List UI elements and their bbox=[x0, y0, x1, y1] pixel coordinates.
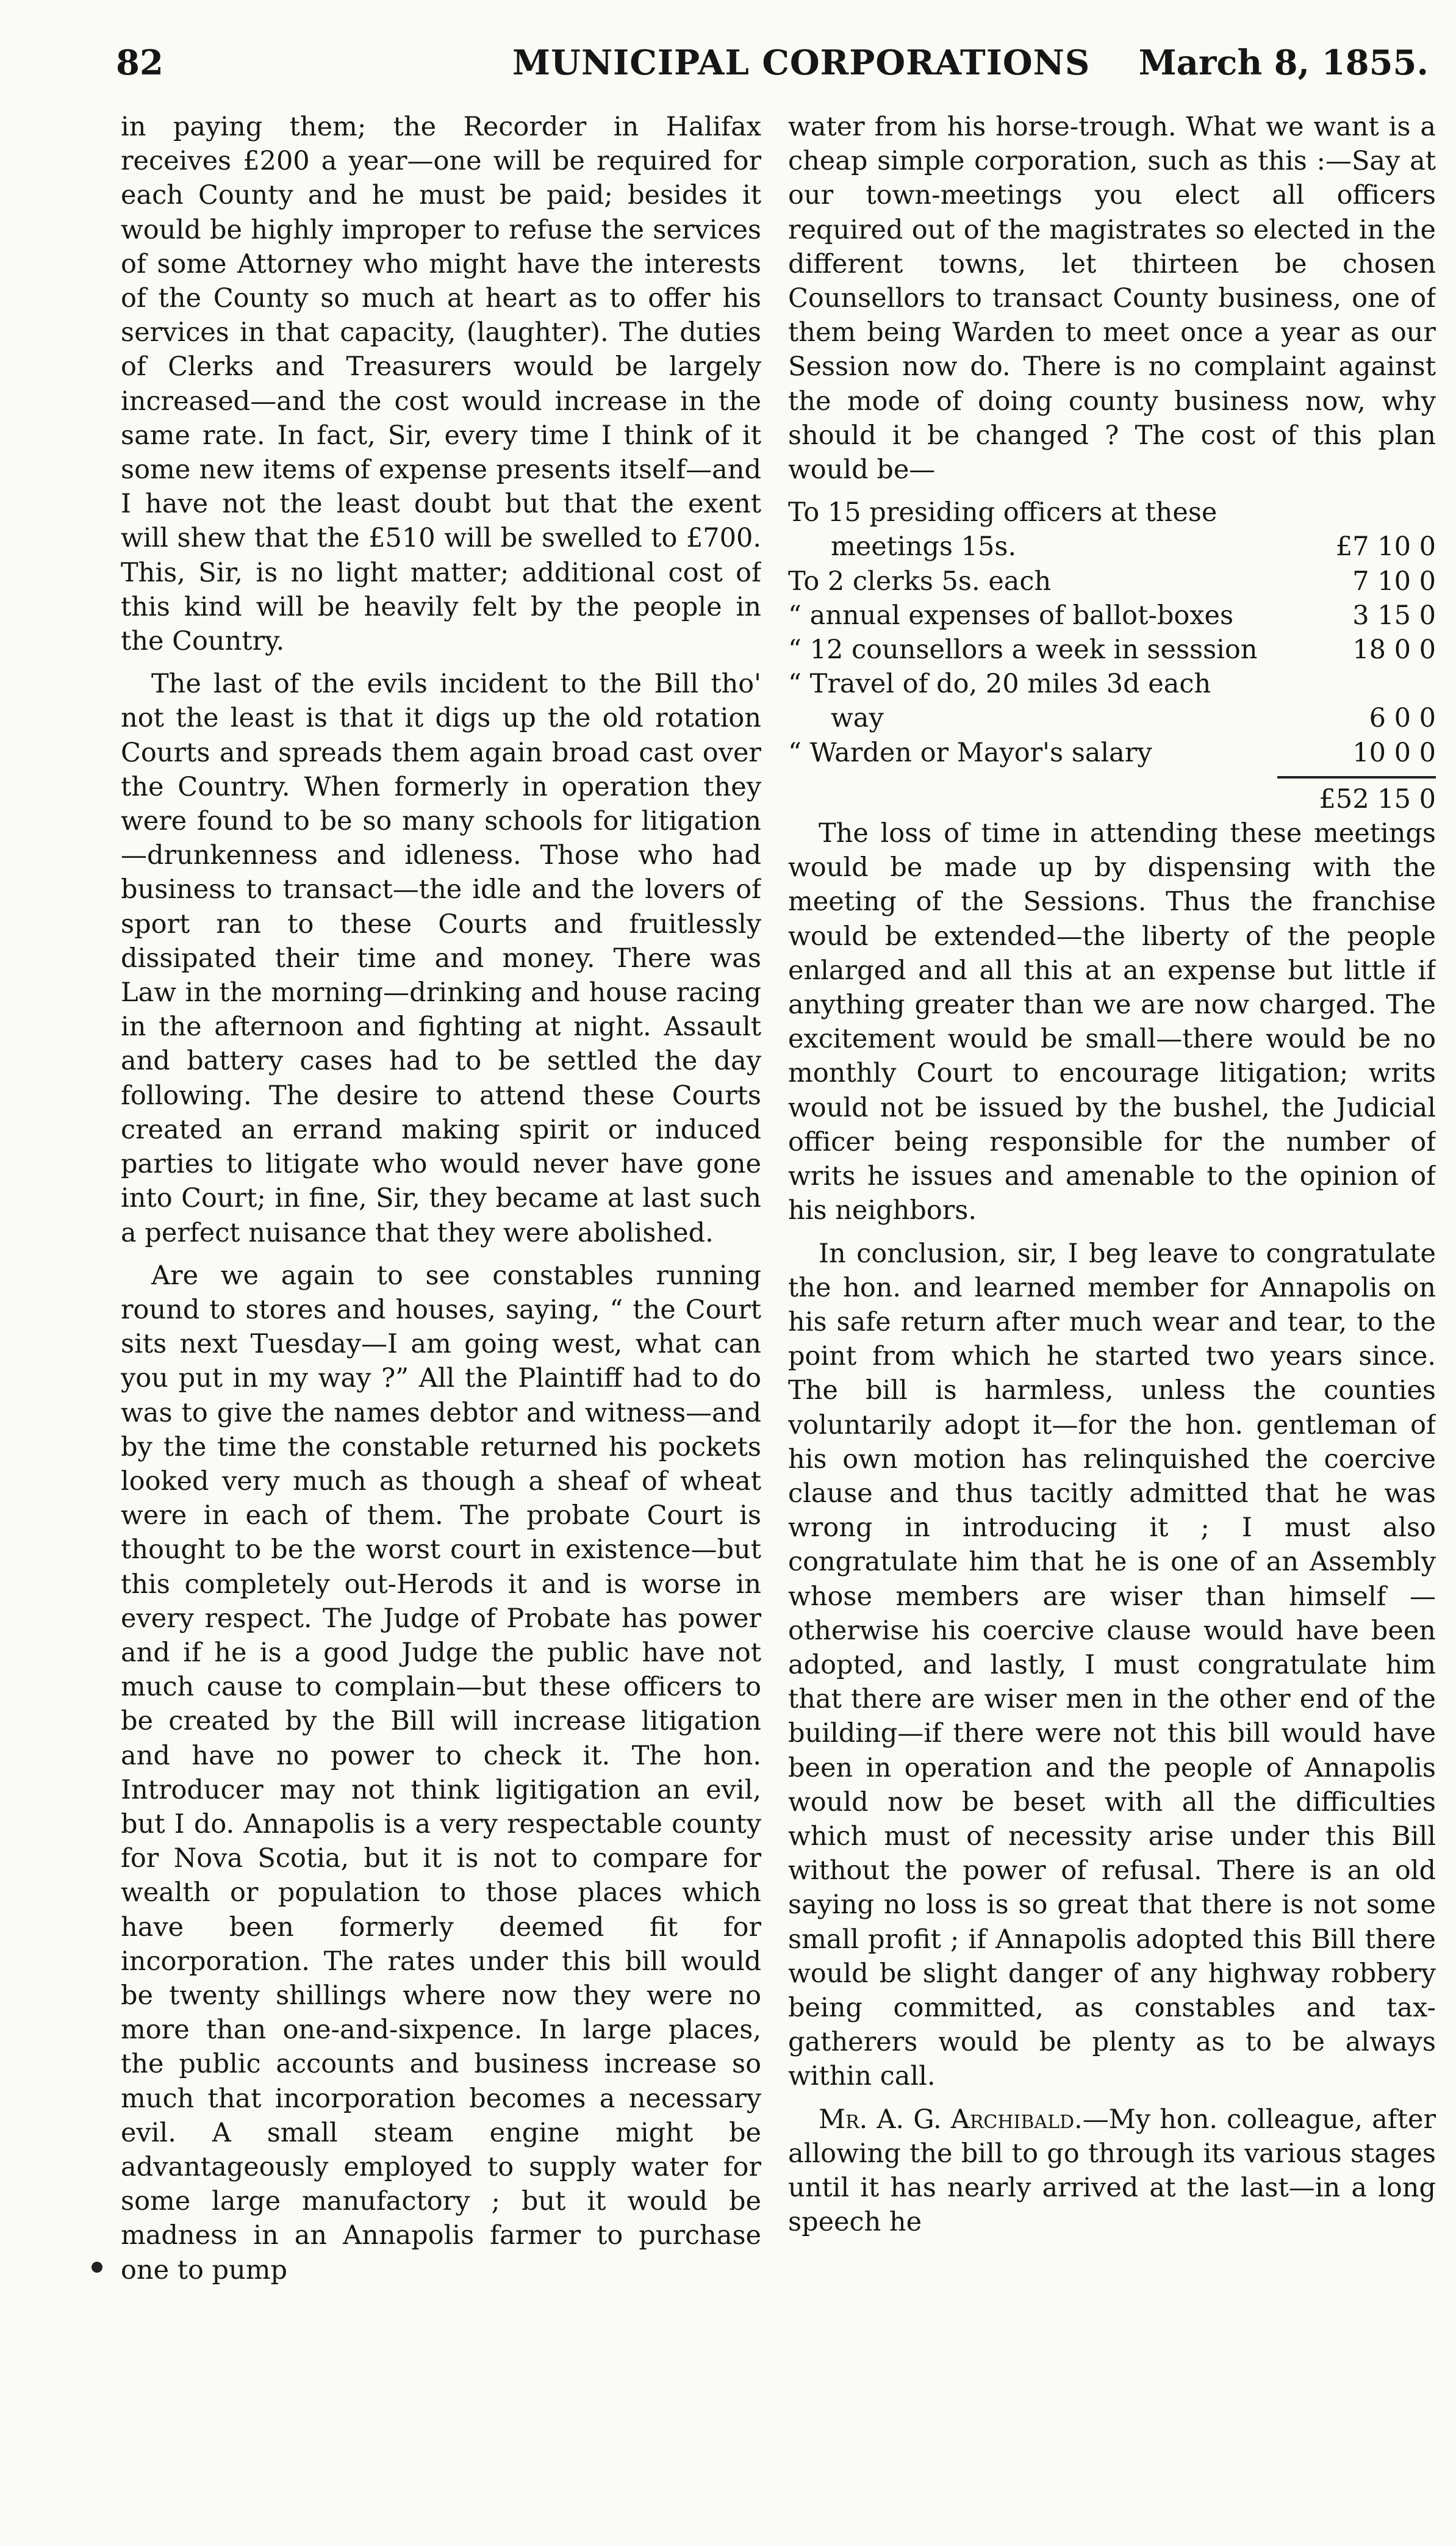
paragraph: in paying them; the Recorder in Halifax receives £200 a year—one will be required for each County and he must be paid; besides it would be highly improper to refuse the services of some Attorney who might have the interests of the County so much at heart as to offer his services in that capacity, (laughter). The duties of Clerks and Treasurers would be largely increased—and the cost would increase in the same rate. In fact, Sir, every time I think of it some new items of expense presents itself—and I have not the least doubt but that the exent will shew that the £510 will be swelled to £700. This, Sir, is no light matter; additional cost of this kind will be heavily felt by the people in the Country. bbox=[121, 112, 761, 657]
cost-total: £52 15 0 bbox=[1319, 783, 1436, 815]
issue-date: March 8, 1855. bbox=[1138, 43, 1429, 83]
cost-total-row bbox=[788, 782, 1436, 816]
cost-amount: £7 10 0 bbox=[1335, 531, 1436, 563]
cost-label: To 15 presiding officers at these bbox=[788, 497, 1218, 528]
cost-row bbox=[788, 599, 1436, 633]
cost-label: “ Warden or Mayor's salary bbox=[788, 737, 1152, 768]
cost-label: “ Travel of do, 20 miles 3d each bbox=[788, 669, 1211, 700]
speaker-name: Mr. A. G. Archibald. bbox=[819, 2104, 1083, 2135]
cost-label: To 2 clerks 5s. each bbox=[788, 566, 1052, 597]
cost-amount: 3 15 0 bbox=[1352, 600, 1436, 631]
paragraph: In conclusion, sir, I beg leave to congratulate the hon. and learned member for Annapolis on his safe return after much wear and tear, to the point from which he started two years since. The bill is harmless, unless the counties voluntarily adopt it—for the hon. gentleman of his own motion has relinquished the coercive clause and thus tacitly admitted that he was wrong in introducing it ; I must also congratulate him that he is one of an Assembly whose members are wiser than himself —otherwise his coercive clause would have been adopted, and lastly, I must congratulate him that there are wiser men in the other end of the building—if there were not this bill would have been in operation and the people of Annapolis would now be beset with all the difficulties which must of necessity arise under this Bill without the power of refusal. There is an old saying no loss is so great that there is not some small profit ; if Annapolis adopted this Bill there would be slight danger of any highway robbery being committed, as constables and tax-gatherers would be plenty as to be always within call. bbox=[788, 1238, 1436, 2092]
paragraph: The loss of time in attending these meetings would be made up by dispensing with the meeting of the Sessions. Thus the franchise would be extended—the liberty of the people enlarged and all this at an expense but little if anything greater than we are now charged. The excitement would be small—there would be no monthly Court to encourage litigation; writs would not be issued by the bushel, the Judicial officer being responsible for the number of writs he issues and amenable to the opinion of his neighbors. bbox=[788, 818, 1436, 1226]
cost-amount bbox=[1289, 667, 1436, 701]
cost-amount bbox=[1289, 495, 1436, 530]
page-header bbox=[0, 35, 1456, 90]
cost-row bbox=[788, 530, 1436, 564]
right-column bbox=[788, 110, 1436, 2526]
cost-label: meetings 15s. bbox=[831, 531, 1017, 563]
cost-amount: 7 10 0 bbox=[1352, 566, 1436, 597]
margin-mark bbox=[91, 2262, 102, 2273]
cost-amount: 6 0 0 bbox=[1369, 703, 1436, 734]
page-title: MUNICIPAL CORPORATIONS bbox=[512, 43, 1091, 83]
total-rule bbox=[1277, 776, 1436, 779]
cost-row bbox=[788, 495, 1436, 530]
paragraph bbox=[788, 2102, 1436, 2240]
paragraph: water from his horse-trough. What we want is a cheap simple corporation, such as this :—Say at our town-meetings you elect all officers required out of the magistrates so elected in the different towns, let thirteen be chosen Counsellors to transact County business, one of them being Warden to meet once a year as our Session now do. There is no complaint against the mode of doing county business now, why should it be changed ? The cost of this plan would be— bbox=[788, 112, 1436, 486]
paragraph: Are we again to see constables running round to stores and houses, saying, “ the Court sits next Tuesday—I am going west, what can you put in my way ?” All the Plaintiff had to do was to give the names debtor and witness—and by the time the constable returned his pockets looked very much as though a sheaf of wheat were in each of them. The probate Court is thought to be the worst court in existence—but this completely out-Herods it and is worse in every respect. The Judge of Probate has power and if he is a good Judge the public have not much cause to complain—but these officers to be created by the Bill will increase litigation and have no power to check it. The hon. Introducer may not think ligitigation an evil, but I do. Annapolis is a very respectable county for Nova Scotia, but it is not to compare for wealth or population to those places which have been formerly deemed fit for incorporation. The rates under this bill would be twenty shillings where now they were no more than one-and-sixpence. In large places, the public accounts and business increase so much that incorporation becomes a necessary evil. A small steam engine might be advantageously employed to supply water for some large manufactory ; but it would be madness in an Annapolis farmer to purchase one to pump bbox=[121, 1260, 761, 2285]
cost-row bbox=[788, 633, 1436, 667]
left-column bbox=[121, 110, 761, 2526]
cost-row bbox=[788, 667, 1436, 701]
cost-label: way bbox=[831, 703, 884, 734]
cost-row bbox=[788, 564, 1436, 599]
cost-table bbox=[788, 495, 1436, 816]
cost-label: “ annual expenses of ballot-boxes bbox=[788, 600, 1234, 631]
cost-amount: 18 0 0 bbox=[1352, 635, 1436, 666]
cost-row bbox=[788, 701, 1436, 735]
paragraph: The last of the evils incident to the Bill tho' not the least is that it digs up the old rotation Courts and spreads them again broad cast over the Country. When formerly in operation they were found to be so many schools for litigation—drunkenness and idleness. Those who had business to transact—the idle and the lovers of sport ran to these Courts and fruitlessly dissipated their time and money. There was Law in the morning—drinking and house racing in the afternoon and fighting at night. Assault and battery cases had to be settled the day following. The desire to attend these Courts created an errand making spirit or induced parties to litigate who would never have gone into Court; in fine, Sir, they became at last such a perfect nuisance that they were abolished. bbox=[121, 669, 761, 1248]
page-number: 82 bbox=[116, 43, 163, 83]
cost-row bbox=[788, 736, 1436, 770]
paragraph-text: —My hon. colleague, after allowing the bill to go through its various stages until it has nearly arrived at the last—in a long speech he bbox=[788, 2104, 1436, 2238]
cost-amount: 10 0 0 bbox=[1352, 737, 1436, 768]
cost-label: “ 12 counsellors a week in sesssion bbox=[788, 635, 1258, 666]
